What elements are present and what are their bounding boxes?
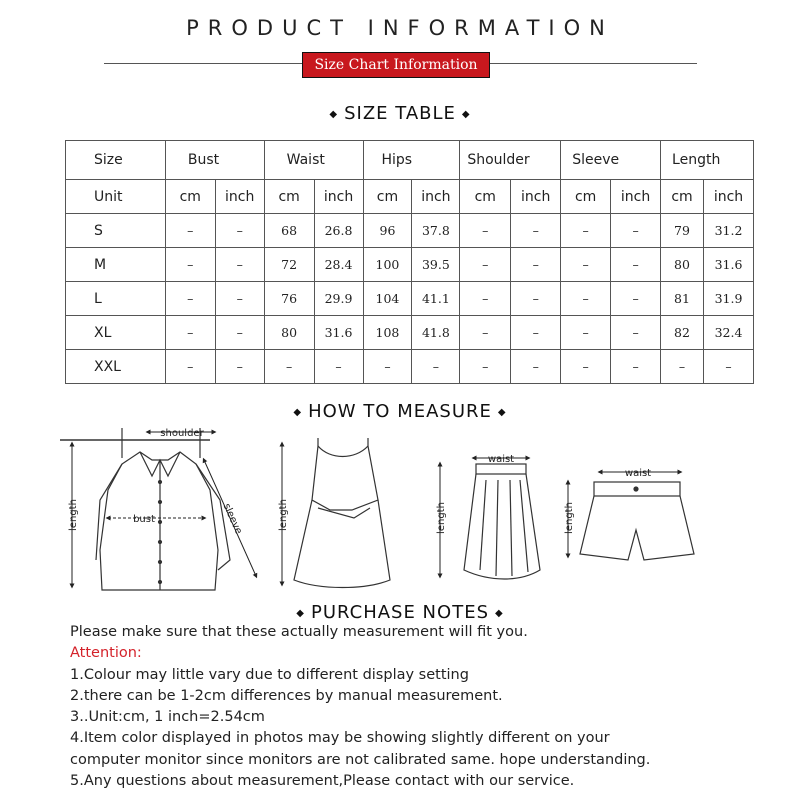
cell: 31.6	[314, 316, 363, 350]
cell: 96	[363, 214, 412, 248]
unit-inch: inch	[215, 180, 264, 214]
column-header: Bust	[165, 141, 264, 180]
unit-inch: inch	[412, 180, 460, 214]
cell: –	[611, 214, 661, 248]
cell: –	[363, 350, 412, 384]
cell: –	[165, 248, 215, 282]
table-row	[66, 282, 754, 316]
unit-row	[66, 180, 754, 214]
cell: –	[661, 350, 704, 384]
cell: –	[460, 282, 511, 316]
waist-label: waist	[624, 468, 652, 479]
column-header: Length	[661, 141, 754, 180]
note-line: 2.there can be 1-2cm differences by manual measurement.	[70, 687, 503, 704]
cell: –	[264, 350, 314, 384]
bust-label: bust	[133, 514, 155, 525]
note-line: 5.Any questions about measurement,Please contact with our service.	[70, 773, 575, 790]
cell: 26.8	[314, 214, 363, 248]
length-label: length	[564, 502, 575, 534]
cell: –	[561, 248, 611, 282]
note-line: 4.Item color displayed in photos may be showing slightly different on your	[70, 730, 610, 747]
page-title: PRODUCT INFORMATION	[186, 16, 614, 40]
diamond-icon: ◆	[461, 108, 471, 120]
cell: –	[561, 282, 611, 316]
cell: –	[412, 350, 460, 384]
cell: 41.8	[412, 316, 460, 350]
shirt-icon	[60, 428, 230, 590]
cell: –	[611, 248, 661, 282]
cell: –	[165, 214, 215, 248]
unit-cm: cm	[561, 180, 611, 214]
how-to-measure-heading-text: HOW TO MEASURE	[308, 401, 492, 422]
table-header-row	[66, 141, 754, 180]
size-table	[65, 140, 754, 384]
note-line: 1.Colour may little vary due to different display setting	[70, 666, 469, 683]
unit-label: Unit	[66, 180, 166, 214]
cell: 72	[264, 248, 314, 282]
cell: –	[460, 350, 511, 384]
purchase-notes	[70, 622, 650, 792]
unit-inch: inch	[511, 180, 561, 214]
cell: –	[165, 350, 215, 384]
sleeve-label: sleeve	[220, 501, 244, 537]
how-to-measure-heading	[0, 401, 800, 422]
cell: –	[703, 350, 753, 384]
diamond-icon: ◆	[495, 607, 504, 619]
cell: 100	[363, 248, 412, 282]
size-label: S	[66, 214, 166, 248]
cell: –	[511, 214, 561, 248]
note-line: 3..Unit:cm, 1 inch=2.54cm	[70, 709, 265, 726]
column-header: Sleeve	[561, 141, 661, 180]
purchase-notes-heading	[0, 602, 800, 623]
column-header: Shoulder	[460, 141, 561, 180]
cell: 104	[363, 282, 412, 316]
cell: 82	[661, 316, 704, 350]
column-header: Waist	[264, 141, 363, 180]
cell: 28.4	[314, 248, 363, 282]
cell: 41.1	[412, 282, 460, 316]
cell: 79	[661, 214, 704, 248]
divider-right	[490, 63, 697, 64]
cell: 31.6	[703, 248, 753, 282]
cell: 31.2	[703, 214, 753, 248]
unit-cm: cm	[165, 180, 215, 214]
unit-cm: cm	[264, 180, 314, 214]
cell: 80	[264, 316, 314, 350]
length-label: length	[68, 499, 79, 531]
cell: 37.8	[412, 214, 460, 248]
table-row	[66, 350, 754, 384]
cell: 39.5	[412, 248, 460, 282]
unit-cm: cm	[363, 180, 412, 214]
cell: –	[215, 248, 264, 282]
cell: 32.4	[703, 316, 753, 350]
purchase-notes-heading-text: PURCHASE NOTES	[310, 602, 489, 623]
column-header: Size	[66, 141, 166, 180]
cell: –	[460, 248, 511, 282]
cell: 68	[264, 214, 314, 248]
length-label: length	[278, 499, 289, 531]
size-table-heading	[0, 103, 800, 124]
notes-intro: Please make sure that these actually measurement will fit you.	[70, 624, 528, 640]
cell: –	[460, 316, 511, 350]
cell: –	[561, 350, 611, 384]
cell: 31.9	[703, 282, 753, 316]
unit-inch: inch	[703, 180, 753, 214]
unit-cm: cm	[460, 180, 511, 214]
cell: –	[165, 316, 215, 350]
cell: –	[611, 316, 661, 350]
cell: –	[611, 350, 661, 384]
table-row	[66, 214, 754, 248]
subtitle-badge: Size Chart Information	[302, 52, 490, 78]
unit-inch: inch	[611, 180, 661, 214]
cell: –	[215, 350, 264, 384]
cell: –	[511, 350, 561, 384]
cell: –	[561, 316, 611, 350]
table-row	[66, 248, 754, 282]
unit-cm: cm	[661, 180, 704, 214]
size-table-heading-text: SIZE TABLE	[344, 103, 456, 124]
size-label: M	[66, 248, 166, 282]
cell: –	[511, 316, 561, 350]
cell: –	[215, 282, 264, 316]
diamond-icon: ◆	[296, 607, 305, 619]
size-label: XL	[66, 316, 166, 350]
cell: –	[611, 282, 661, 316]
measure-diagrams	[0, 420, 800, 600]
cell: –	[460, 214, 511, 248]
cell: –	[215, 316, 264, 350]
diamond-icon: ◆	[329, 108, 339, 120]
cell: 29.9	[314, 282, 363, 316]
dress-icon	[294, 438, 390, 588]
cell: –	[215, 214, 264, 248]
cell: 81	[661, 282, 704, 316]
cell: –	[561, 214, 611, 248]
cell: –	[511, 282, 561, 316]
length-label: length	[436, 502, 447, 534]
size-label: XXL	[66, 350, 166, 384]
diamond-icon: ◆	[293, 406, 303, 418]
attention-label: Attention:	[70, 645, 142, 662]
size-label: L	[66, 282, 166, 316]
divider-left	[104, 63, 302, 64]
cell: 76	[264, 282, 314, 316]
diamond-icon: ◆	[497, 406, 507, 418]
waist-label: waist	[487, 454, 515, 465]
cell: 80	[661, 248, 704, 282]
cell: 108	[363, 316, 412, 350]
cell: –	[511, 248, 561, 282]
cell: –	[314, 350, 363, 384]
skirt-icon	[464, 464, 540, 579]
note-line: computer monitor since monitors are not calibrated same. hope understanding.	[70, 751, 651, 768]
column-header: Hips	[363, 141, 460, 180]
cell: –	[165, 282, 215, 316]
shorts-icon	[580, 482, 694, 560]
table-row	[66, 316, 754, 350]
unit-inch: inch	[314, 180, 363, 214]
shoulder-label: shoulder	[160, 428, 204, 439]
